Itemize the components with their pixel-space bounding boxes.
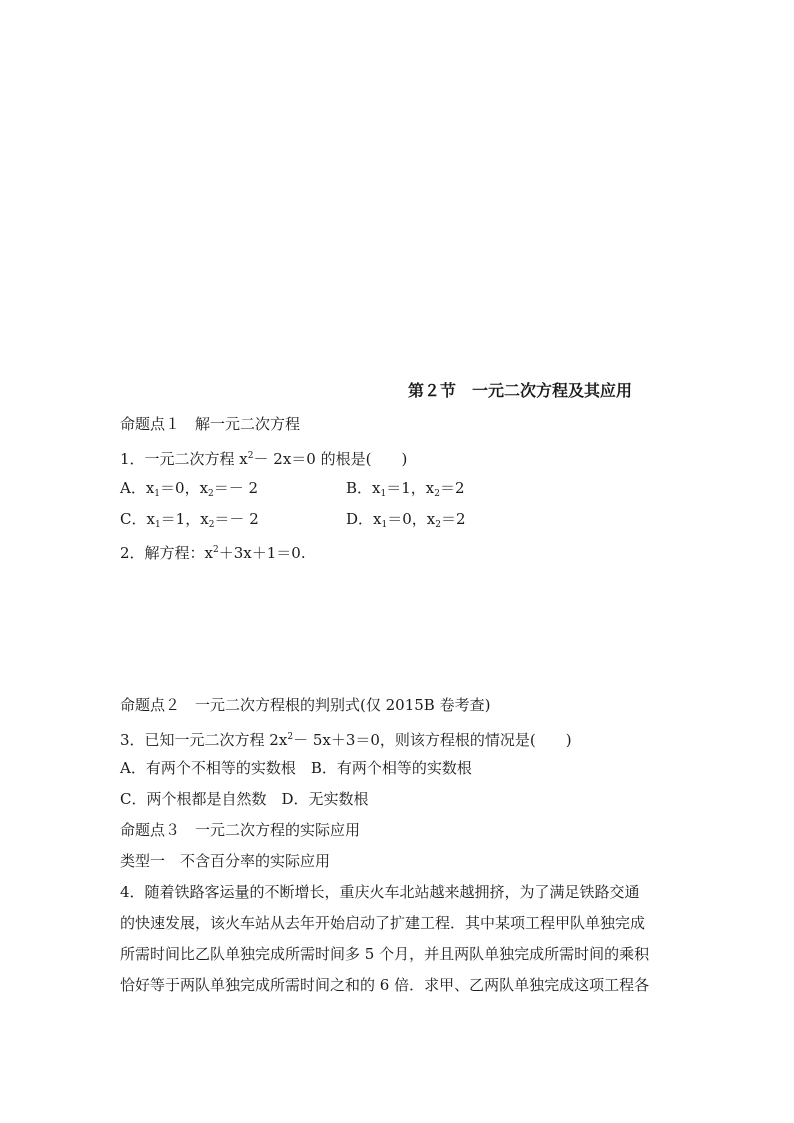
q1-option-d: D．$x_1=0$，$x_2=2$ xyxy=(346,510,466,530)
q1-text-pre: 1．一元二次方程 x xyxy=(120,450,248,468)
q4-line-4: 恰好等于两队单独完成所需时间之和的 6 倍．求甲、乙两队单独完成这项工程各 xyxy=(120,976,650,994)
question-2: 2．解方程：$x^2+3x+1=0$. xyxy=(120,544,306,562)
q1-text-post: － 2x＝0 的根是( ) xyxy=(253,450,408,468)
type-1-heading: 类型一 不含百分率的实际应用 xyxy=(120,852,331,870)
q4-line-2: 的快速发展，该火车站从去年开始启动了扩建工程．其中某项工程甲队单独完成 xyxy=(120,914,646,932)
q4-line-3: 所需时间比乙队单独完成所需时间多 5 个月，并且两队单独完成所需时间的乘积 xyxy=(120,945,650,963)
q1-option-c: C．$x_1=1$，$x_2=- 2$ xyxy=(120,510,259,530)
q3-options-cd: C．两个根都是自然数 D．无实数根 xyxy=(120,790,369,808)
topic-3-heading: 命题点３ 一元二次方程的实际应用 xyxy=(120,821,361,839)
topic-2-heading: 命题点２ 一元二次方程根的判别式(仅 2015B 卷考查) xyxy=(120,696,491,714)
q3-options-ab: A．有两个不相等的实数根 B．有两个相等的实数根 xyxy=(120,759,472,777)
q1-option-b: B．$x_1=1$，$x_2=2$ xyxy=(346,479,465,499)
q1-option-a: A．$x_1=0$，$x_2=- 2$ xyxy=(120,479,259,499)
q4-line-1: 4．随着铁路客运量的不断增长，重庆火车北站越来越拥挤，为了满足铁路交通 xyxy=(120,883,640,901)
topic-1-heading: 命题点１ 解一元二次方程 xyxy=(120,415,301,433)
question-1 xyxy=(120,446,407,469)
q1-exponent: 2 xyxy=(247,451,254,461)
question-3: 3．已知一元二次方程 $2x^2- 5x+3=0$，则该方程根的情况是( ) xyxy=(120,731,572,749)
section-title: 第２节 一元二次方程及其应用 xyxy=(408,381,633,400)
